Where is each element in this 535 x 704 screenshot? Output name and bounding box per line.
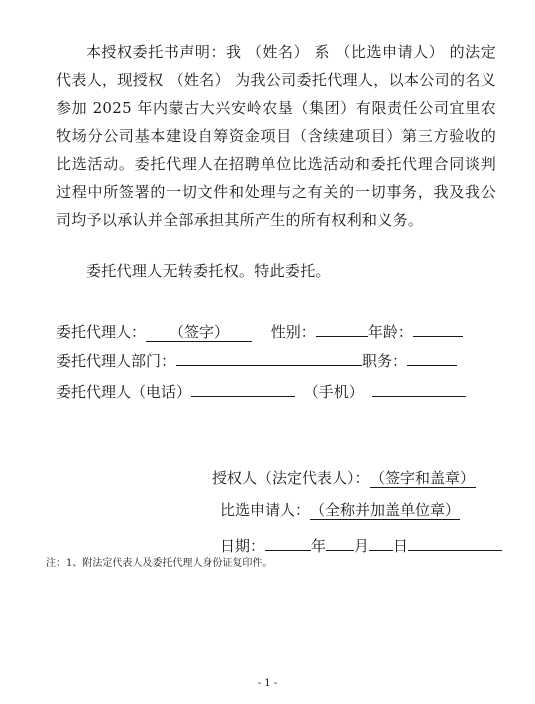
applicant-label: 比选申请人： — [220, 501, 311, 519]
authorizer-row — [212, 468, 476, 488]
applicant-seal-hint: （全称并加盖单位章） — [310, 501, 461, 519]
gender-field[interactable] — [316, 318, 368, 337]
no-subdelegation-statement: 委托代理人无转委托权。特此委托。 — [86, 262, 331, 280]
date-extra-field[interactable] — [408, 532, 502, 551]
date-row — [220, 532, 502, 556]
month-field[interactable] — [326, 532, 354, 551]
agent-sign-field[interactable] — [146, 323, 252, 342]
page-number: - 1 - — [257, 678, 278, 689]
dept-label: 委托代理人部门： — [56, 352, 177, 370]
agent-row — [56, 318, 463, 342]
month-label: 月 — [354, 537, 370, 555]
applicant-seal-field[interactable] — [310, 501, 460, 520]
year-label: 年 — [311, 537, 327, 555]
dept-field[interactable] — [176, 347, 362, 366]
phone-label: 委托代理人（电话） — [56, 383, 192, 401]
dept-row — [56, 347, 457, 371]
age-label: 年龄： — [367, 323, 413, 341]
phone-row — [56, 378, 466, 402]
mobile-field[interactable] — [372, 378, 466, 397]
declaration-paragraph: 本授权委托书声明：我 （姓名） 系 （比选申请人） 的法定代表人，现授权 （姓名） 为我公司委托代理人，以本公司的名义参加 2025 年内蒙古大兴安岭农垦（集团）有限责任公司宜里农牧场分公司基本建设自筹资金项目（含续建项目）第三方验收的比选活动。委托代理人在招聘单位比选活动和委托代理合同谈判过程中所签署的一切文件和处理与之有关的一切事务，我及我公司均予以承认并全部承担其所产生的所有权利和义务。 — [56, 43, 496, 229]
phone-field[interactable] — [191, 378, 295, 397]
age-field[interactable] — [413, 318, 463, 337]
day-label: 日 — [393, 537, 409, 555]
agent-sign-hint: （签字） — [169, 323, 230, 341]
gender-label: 性别： — [270, 323, 316, 341]
authorizer-sign-field[interactable] — [370, 469, 476, 488]
position-label: 职务： — [362, 352, 408, 370]
day-field[interactable] — [369, 532, 393, 551]
year-field[interactable] — [265, 532, 311, 551]
date-label: 日期： — [220, 537, 266, 555]
mobile-label: （手机） — [303, 383, 364, 401]
applicant-row — [220, 500, 460, 520]
agent-label: 委托代理人： — [56, 323, 147, 341]
authorizer-sign-hint: （签字和盖章） — [370, 469, 476, 487]
attachment-note: 注：1、附法定代表人及委托代理人身份证复印件。 — [46, 558, 273, 569]
position-field[interactable] — [407, 347, 457, 366]
authorizer-label: 授权人（法定代表人）： — [212, 469, 370, 487]
